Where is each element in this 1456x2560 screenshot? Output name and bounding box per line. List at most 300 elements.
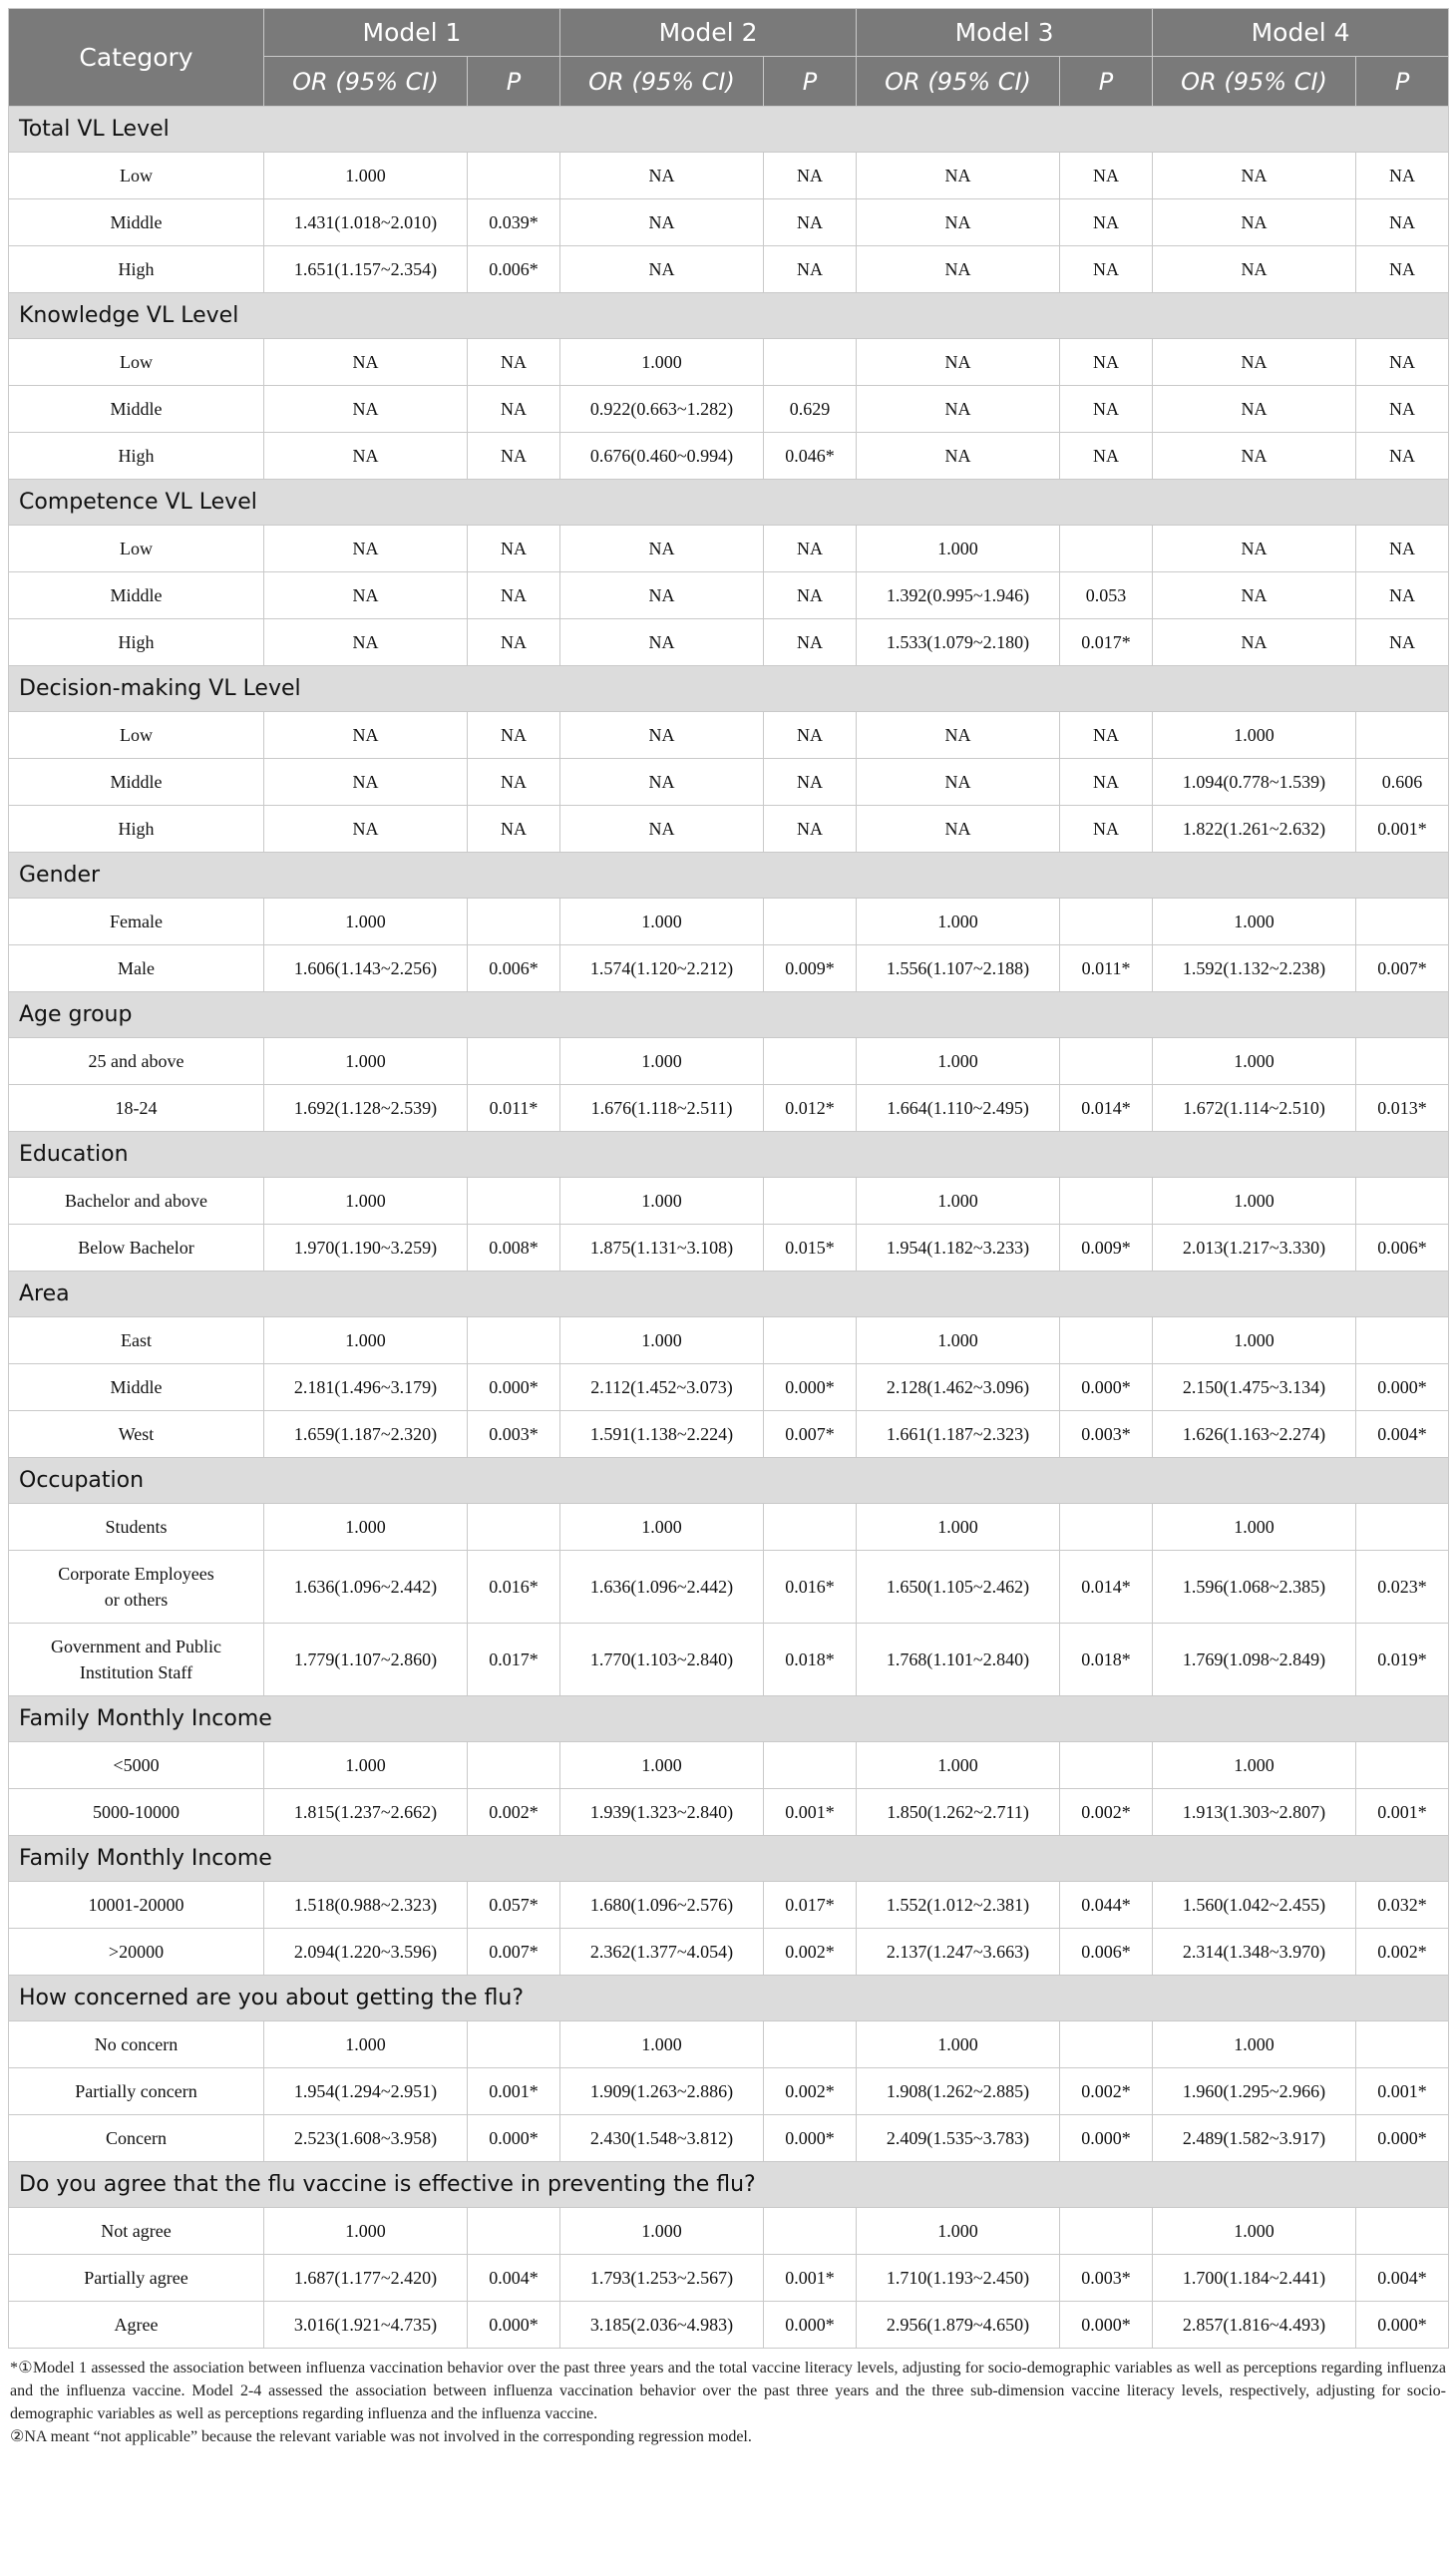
or-ci-cell: NA [264, 619, 468, 666]
p-value-cell: NA [764, 759, 857, 806]
or-ci-cell: 3.185(2.036~4.983) [560, 2302, 764, 2349]
p-value-cell: NA [764, 806, 857, 853]
p-value-cell [1060, 2208, 1153, 2255]
p-value-cell: 0.018* [764, 1624, 857, 1696]
p-value-cell: NA [1060, 246, 1153, 293]
p-value-cell: 0.001* [1356, 2068, 1449, 2115]
p-value-cell: 0.002* [764, 1929, 857, 1976]
or-ci-cell: NA [857, 339, 1060, 386]
table-row [9, 1085, 1449, 1132]
row-label-text: East [121, 1329, 152, 1350]
table-row [9, 526, 1449, 572]
p-value-cell: 0.009* [764, 945, 857, 992]
or-ci-cell: 1.431(1.018~2.010) [264, 199, 468, 246]
p-value-cell: 0.008* [468, 1225, 560, 1272]
row-label [9, 2115, 264, 2162]
p-value-cell: 0.000* [764, 1364, 857, 1411]
or-ci-cell: NA [264, 572, 468, 619]
table-row [9, 1504, 1449, 1551]
row-label [9, 153, 264, 199]
or-ci-cell: 1.000 [560, 1742, 764, 1789]
p-value-cell: 0.017* [468, 1624, 560, 1696]
or-ci-cell: 1.954(1.294~2.951) [264, 2068, 468, 2115]
table-row [9, 1742, 1449, 1789]
p-value-cell: 0.009* [1060, 1225, 1153, 1272]
or-ci-cell: 1.000 [857, 899, 1060, 945]
row-label [9, 2302, 264, 2349]
table-row [9, 433, 1449, 480]
or-ci-cell: 1.000 [560, 1178, 764, 1225]
or-ci-cell: 1.710(1.193~2.450) [857, 2255, 1060, 2302]
or-ci-cell: 1.000 [560, 2208, 764, 2255]
or-ci-cell: 2.362(1.377~4.054) [560, 1929, 764, 1976]
p-value-cell: NA [764, 199, 857, 246]
table-row [9, 899, 1449, 945]
row-label-text: Bachelor and above [65, 1190, 207, 1211]
p-value-cell: NA [1356, 572, 1449, 619]
or-ci-cell: 1.000 [560, 1504, 764, 1551]
p-value-cell: NA [764, 246, 857, 293]
p-value-cell [1356, 1742, 1449, 1789]
or-ci-cell: 1.769(1.098~2.849) [1153, 1624, 1356, 1696]
table-row [9, 1178, 1449, 1225]
row-label-text: Low [120, 351, 153, 372]
section-title: Education [9, 1132, 1449, 1178]
p-value-cell [764, 339, 857, 386]
row-label-text-line2: or others [104, 1590, 169, 1610]
or-ci-cell: 1.680(1.096~2.576) [560, 1882, 764, 1929]
p-value-cell: 0.000* [764, 2302, 857, 2349]
or-ci-cell: 2.857(1.816~4.493) [1153, 2302, 1356, 2349]
p-value-cell: 0.017* [1060, 619, 1153, 666]
model-2-header: Model 2 [560, 9, 857, 57]
or-ci-cell: 1.875(1.131~3.108) [560, 1225, 764, 1272]
row-label [9, 712, 264, 759]
row-label [9, 1882, 264, 1929]
p-value-cell: NA [1060, 386, 1153, 433]
p-value-cell: 0.032* [1356, 1882, 1449, 1929]
table-header [9, 9, 1449, 107]
p-value-cell: NA [468, 526, 560, 572]
p-value-cell [1356, 2021, 1449, 2068]
footnote: ②NA meant “not applicable” because the relevant variable was not involved in the corresponding regression model. [10, 2428, 752, 2445]
p-value-cell: 0.011* [468, 1085, 560, 1132]
row-label [9, 572, 264, 619]
row-label [9, 1411, 264, 1458]
table-row [9, 619, 1449, 666]
row-label-text: High [118, 818, 155, 839]
section-header-row [9, 992, 1449, 1038]
p-value-cell: NA [1356, 199, 1449, 246]
footnote: *①Model 1 assessed the association between influenza vaccination behavior over the past three years and the total vaccine literacy levels, adjusting for socio-demographic variables as well as perceptions regarding influenza and the influenza vaccine. Model 2-4 assessed the association between influenza vaccination behavior over the past three years and the three sub-dimension vaccine literacy levels, respectively, adjusting for socio-demographic variables as well as perceptions regarding influenza and the influenza vaccine. [10, 2360, 1446, 2422]
row-label-text: Partially concern [75, 2080, 197, 2101]
or-ci-cell: 1.687(1.177~2.420) [264, 2255, 468, 2302]
p-value-cell [1060, 1038, 1153, 1085]
or-ci-cell: 1.552(1.012~2.381) [857, 1882, 1060, 1929]
p-value-cell: 0.023* [1356, 1551, 1449, 1624]
p-value-cell: 0.003* [1060, 2255, 1153, 2302]
table-row [9, 1929, 1449, 1976]
or-ci-cell: 1.000 [857, 2021, 1060, 2068]
section-title: How concerned are you about getting the flu? [9, 1976, 1449, 2021]
section-header-row [9, 107, 1449, 153]
table-row [9, 945, 1449, 992]
p-value-cell: NA [764, 153, 857, 199]
row-label-text: Low [120, 538, 153, 558]
or-ci-cell: 1.779(1.107~2.860) [264, 1624, 468, 1696]
p-value-cell: 0.011* [1060, 945, 1153, 992]
table-row [9, 199, 1449, 246]
p-value-cell [1060, 526, 1153, 572]
row-label-text: <5000 [113, 1754, 160, 1775]
or-ci-cell: NA [264, 386, 468, 433]
or-ci-cell: NA [560, 246, 764, 293]
or-ci-cell: 1.650(1.105~2.462) [857, 1551, 1060, 1624]
or-ci-cell: 1.000 [857, 1317, 1060, 1364]
row-label [9, 1364, 264, 1411]
p-value-cell: 0.044* [1060, 1882, 1153, 1929]
p-value-cell [468, 2208, 560, 2255]
p-value-cell: 0.001* [764, 1789, 857, 1836]
section-header-row [9, 666, 1449, 712]
row-label-text: Not agree [101, 2220, 172, 2241]
p-value-cell [764, 2208, 857, 2255]
p-value-cell: 0.001* [468, 2068, 560, 2115]
row-label [9, 2208, 264, 2255]
table-row [9, 712, 1449, 759]
or-ci-cell: 1.000 [560, 899, 764, 945]
p-value-cell: 0.000* [1060, 1364, 1153, 1411]
or-ci-cell: NA [857, 153, 1060, 199]
p-value-cell: NA [1060, 433, 1153, 480]
row-label-text: High [118, 445, 155, 466]
row-label [9, 1038, 264, 1085]
p-value-cell: 0.001* [764, 2255, 857, 2302]
section-header-row [9, 293, 1449, 339]
p-value-cell [1356, 1038, 1449, 1085]
p-value-cell: 0.002* [764, 2068, 857, 2115]
or-ci-cell: NA [560, 619, 764, 666]
or-ci-cell: 1.908(1.262~2.885) [857, 2068, 1060, 2115]
or-ci-cell: 2.430(1.548~3.812) [560, 2115, 764, 2162]
section-title: Gender [9, 853, 1449, 899]
p-value-cell [1356, 1504, 1449, 1551]
or-ci-cell: 1.822(1.261~2.632) [1153, 806, 1356, 853]
row-label-text: Middle [110, 211, 163, 232]
row-label [9, 1178, 264, 1225]
p-value-header: P [468, 57, 560, 107]
model-4-header: Model 4 [1153, 9, 1449, 57]
or-ci-cell: 1.000 [857, 526, 1060, 572]
p-value-cell: 0.002* [468, 1789, 560, 1836]
row-label-text: 18-24 [115, 1097, 158, 1118]
or-ci-cell: NA [264, 339, 468, 386]
or-ci-cell: NA [857, 712, 1060, 759]
table-row [9, 572, 1449, 619]
or-ci-cell: 1.692(1.128~2.539) [264, 1085, 468, 1132]
or-ci-cell: NA [560, 712, 764, 759]
row-label-text: High [118, 258, 155, 279]
or-ci-cell: 2.094(1.220~3.596) [264, 1929, 468, 1976]
or-ci-cell: 1.591(1.138~2.224) [560, 1411, 764, 1458]
table-row [9, 1624, 1449, 1696]
or-ci-cell: NA [857, 386, 1060, 433]
row-label-text: Middle [110, 1376, 163, 1397]
or-ci-header: OR (95% CI) [560, 57, 764, 107]
p-value-cell: NA [468, 619, 560, 666]
section-title: Competence VL Level [9, 480, 1449, 526]
or-ci-cell: NA [1153, 246, 1356, 293]
section-title: Decision-making VL Level [9, 666, 1449, 712]
p-value-cell [468, 1038, 560, 1085]
or-ci-cell: 1.913(1.303~2.807) [1153, 1789, 1356, 1836]
p-value-cell: 0.000* [468, 2115, 560, 2162]
row-label-text: Students [105, 1516, 168, 1537]
p-value-cell: 0.006* [1060, 1929, 1153, 1976]
p-value-cell: 0.007* [468, 1929, 560, 1976]
or-ci-cell: 1.000 [1153, 2021, 1356, 2068]
or-ci-cell: NA [857, 806, 1060, 853]
p-value-cell: 0.000* [1356, 2115, 1449, 2162]
section-title: Total VL Level [9, 107, 1449, 153]
table-row [9, 1789, 1449, 1836]
or-ci-cell: 1.636(1.096~2.442) [560, 1551, 764, 1624]
row-label [9, 945, 264, 992]
p-value-cell [1356, 1317, 1449, 1364]
table-row [9, 2208, 1449, 2255]
p-value-cell: 0.004* [468, 2255, 560, 2302]
p-value-cell: 0.006* [1356, 1225, 1449, 1272]
p-value-cell: 0.007* [764, 1411, 857, 1458]
odds-ratio-table [8, 8, 1449, 2349]
p-value-cell: 0.016* [764, 1551, 857, 1624]
table-row [9, 2068, 1449, 2115]
p-value-cell: NA [1356, 386, 1449, 433]
table-row [9, 1038, 1449, 1085]
row-label [9, 1085, 264, 1132]
p-value-cell: 0.019* [1356, 1624, 1449, 1696]
row-label [9, 246, 264, 293]
table-row [9, 1411, 1449, 1458]
or-ci-cell: NA [857, 246, 1060, 293]
or-ci-cell: 1.000 [264, 1038, 468, 1085]
or-ci-cell: 1.000 [1153, 1038, 1356, 1085]
row-label [9, 759, 264, 806]
row-label-text: Corporate Employees [58, 1564, 214, 1584]
or-ci-cell: 2.523(1.608~3.958) [264, 2115, 468, 2162]
p-value-cell: 0.013* [1356, 1085, 1449, 1132]
or-ci-header: OR (95% CI) [264, 57, 468, 107]
or-ci-cell: 2.489(1.582~3.917) [1153, 2115, 1356, 2162]
p-value-cell: 0.002* [1060, 2068, 1153, 2115]
model-3-header: Model 3 [857, 9, 1153, 57]
p-value-cell: NA [468, 339, 560, 386]
p-value-cell [764, 1038, 857, 1085]
or-ci-cell: 1.000 [560, 2021, 764, 2068]
p-value-cell [468, 1504, 560, 1551]
or-ci-cell: 2.956(1.879~4.650) [857, 2302, 1060, 2349]
table-row [9, 1364, 1449, 1411]
row-label [9, 1624, 264, 1696]
p-value-cell [1060, 2021, 1153, 2068]
p-value-cell: NA [1060, 199, 1153, 246]
row-label [9, 1551, 264, 1624]
or-ci-cell: 1.556(1.107~2.188) [857, 945, 1060, 992]
row-label-text: Low [120, 165, 153, 185]
or-ci-cell: 1.596(1.068~2.385) [1153, 1551, 1356, 1624]
or-ci-cell: 1.000 [560, 1038, 764, 1085]
p-value-cell: 0.004* [1356, 1411, 1449, 1458]
p-value-cell: NA [764, 526, 857, 572]
regression-table-figure [8, 8, 1448, 2448]
p-value-cell: 0.014* [1060, 1551, 1153, 1624]
section-header-row [9, 2162, 1449, 2208]
or-ci-cell: 1.672(1.114~2.510) [1153, 1085, 1356, 1132]
p-value-cell: 0.000* [1356, 1364, 1449, 1411]
p-value-cell: 0.000* [1356, 2302, 1449, 2349]
row-label-text: 5000-10000 [93, 1801, 180, 1822]
p-value-cell [1060, 899, 1153, 945]
table-row [9, 1882, 1449, 1929]
p-value-cell: 0.001* [1356, 1789, 1449, 1836]
table-row [9, 2255, 1449, 2302]
row-label-text: Government and Public [51, 1637, 221, 1656]
or-ci-cell: 1.000 [857, 1178, 1060, 1225]
row-label-text-line2: Institution Staff [79, 1662, 193, 1682]
p-value-cell: NA [1356, 433, 1449, 480]
row-label-text: Partially agree [84, 2267, 188, 2288]
table-row [9, 759, 1449, 806]
p-value-cell [1356, 899, 1449, 945]
or-ci-cell: 2.013(1.217~3.330) [1153, 1225, 1356, 1272]
section-title: Knowledge VL Level [9, 293, 1449, 339]
or-ci-cell: 1.000 [264, 2021, 468, 2068]
row-label-text: 10001-20000 [88, 1894, 184, 1915]
table-row [9, 2021, 1449, 2068]
or-ci-cell: NA [560, 759, 764, 806]
table-row [9, 2115, 1449, 2162]
p-value-cell: NA [1060, 712, 1153, 759]
table-body [9, 107, 1449, 2349]
p-value-cell: NA [764, 572, 857, 619]
section-header-row [9, 480, 1449, 526]
or-ci-header: OR (95% CI) [1153, 57, 1356, 107]
or-ci-cell: 1.664(1.110~2.495) [857, 1085, 1060, 1132]
p-value-cell [764, 1178, 857, 1225]
row-label [9, 2255, 264, 2302]
p-value-header: P [1060, 57, 1153, 107]
section-title: Age group [9, 992, 1449, 1038]
p-value-cell: NA [1060, 339, 1153, 386]
section-header-row [9, 1458, 1449, 1504]
p-value-cell [1060, 1742, 1153, 1789]
p-value-cell: 0.002* [1356, 1929, 1449, 1976]
p-value-cell: NA [468, 806, 560, 853]
p-value-cell [468, 1178, 560, 1225]
or-ci-cell: 1.000 [264, 1178, 468, 1225]
or-ci-cell: 1.574(1.120~2.212) [560, 945, 764, 992]
section-header-row [9, 1696, 1449, 1742]
p-value-cell [468, 1742, 560, 1789]
p-value-cell: 0.012* [764, 1085, 857, 1132]
p-value-cell [764, 2021, 857, 2068]
or-ci-cell: 1.793(1.253~2.567) [560, 2255, 764, 2302]
or-ci-cell: 1.676(1.118~2.511) [560, 1085, 764, 1132]
row-label [9, 619, 264, 666]
p-value-cell: 0.006* [468, 945, 560, 992]
or-ci-cell: NA [857, 759, 1060, 806]
p-value-cell: 0.001* [1356, 806, 1449, 853]
row-label-text: Agree [114, 2314, 159, 2335]
p-value-cell [1356, 2208, 1449, 2255]
or-ci-cell: 1.954(1.182~3.233) [857, 1225, 1060, 1272]
p-value-cell: 0.017* [764, 1882, 857, 1929]
or-ci-cell: NA [1153, 153, 1356, 199]
or-ci-cell: 1.606(1.143~2.256) [264, 945, 468, 992]
category-header: Category [9, 9, 264, 107]
p-value-cell [1060, 1504, 1153, 1551]
or-ci-cell: 1.000 [264, 2208, 468, 2255]
row-label [9, 339, 264, 386]
or-ci-cell: NA [1153, 339, 1356, 386]
or-ci-cell: 1.815(1.237~2.662) [264, 1789, 468, 1836]
p-value-cell: 0.000* [764, 2115, 857, 2162]
row-label-text: High [118, 631, 155, 652]
row-label [9, 2068, 264, 2115]
or-ci-cell: 1.000 [264, 153, 468, 199]
or-ci-cell: 0.922(0.663~1.282) [560, 386, 764, 433]
section-title: Occupation [9, 1458, 1449, 1504]
p-value-cell: NA [1356, 246, 1449, 293]
or-ci-cell: 1.094(0.778~1.539) [1153, 759, 1356, 806]
p-value-cell [764, 899, 857, 945]
section-title: Area [9, 1272, 1449, 1317]
or-ci-cell: 1.000 [1153, 1178, 1356, 1225]
or-ci-cell: 1.000 [264, 1504, 468, 1551]
p-value-cell [468, 153, 560, 199]
row-label [9, 899, 264, 945]
p-value-cell [1356, 1178, 1449, 1225]
or-ci-cell: 2.128(1.462~3.096) [857, 1364, 1060, 1411]
p-value-cell: NA [468, 386, 560, 433]
row-label-text: Female [110, 911, 163, 931]
or-ci-cell: 1.626(1.163~2.274) [1153, 1411, 1356, 1458]
p-value-cell [468, 2021, 560, 2068]
p-value-cell: NA [1356, 153, 1449, 199]
section-title: Do you agree that the flu vaccine is effective in preventing the flu? [9, 2162, 1449, 2208]
or-ci-cell: 1.000 [560, 1317, 764, 1364]
row-label-text: Middle [110, 771, 163, 792]
p-value-header: P [764, 57, 857, 107]
or-ci-cell: 1.000 [1153, 899, 1356, 945]
or-ci-cell: 1.636(1.096~2.442) [264, 1551, 468, 1624]
row-label [9, 1317, 264, 1364]
table-row [9, 2302, 1449, 2349]
or-ci-cell: 1.651(1.157~2.354) [264, 246, 468, 293]
or-ci-cell: NA [857, 433, 1060, 480]
or-ci-cell: 1.000 [1153, 2208, 1356, 2255]
or-ci-cell: 2.150(1.475~3.134) [1153, 1364, 1356, 1411]
p-value-cell: 0.000* [468, 2302, 560, 2349]
p-value-cell: 0.057* [468, 1882, 560, 1929]
or-ci-cell: NA [1153, 526, 1356, 572]
or-ci-cell: NA [1153, 572, 1356, 619]
row-label [9, 1929, 264, 1976]
row-label-text: Middle [110, 584, 163, 605]
p-value-cell: 0.002* [1060, 1789, 1153, 1836]
or-ci-cell: 2.409(1.535~3.783) [857, 2115, 1060, 2162]
or-ci-cell: NA [560, 806, 764, 853]
